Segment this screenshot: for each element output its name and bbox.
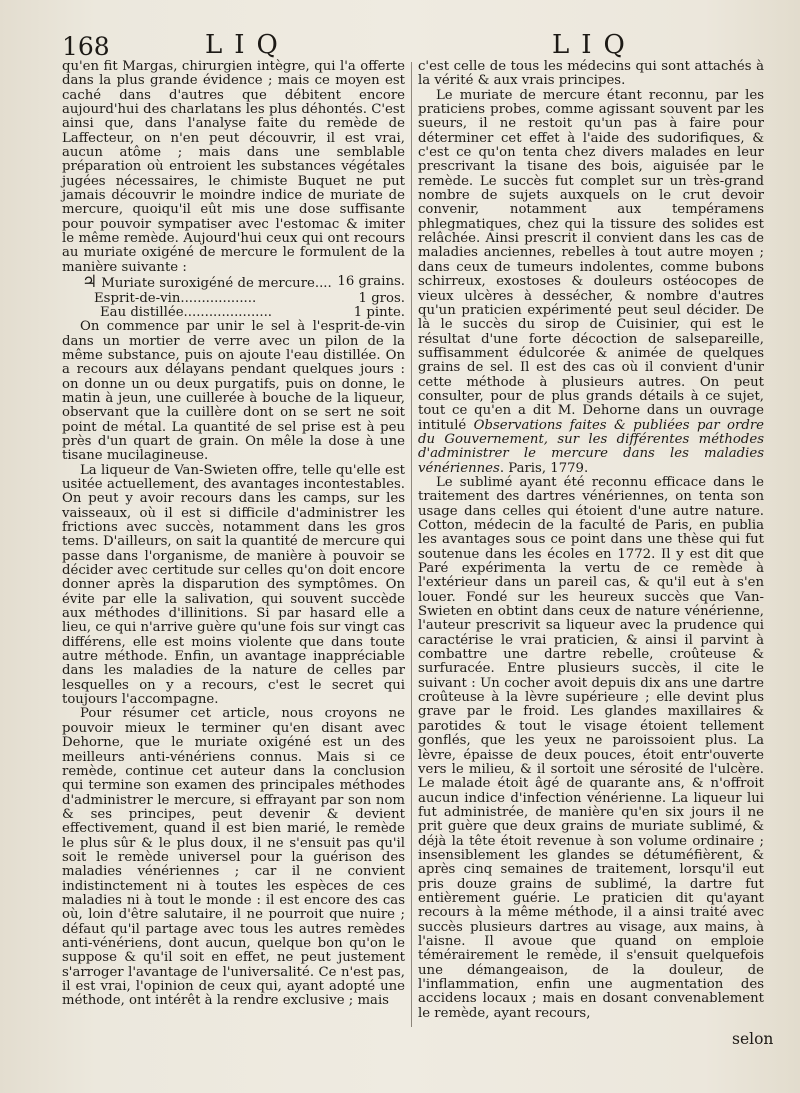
ingredient-quantity: 1 gros. — [358, 290, 405, 306]
prescription-formula — [62, 272, 405, 320]
paragraph: qu'en fit Margas, chirurgien intègre, qui l'a offerte dans la plus grande évidence ; mais ce moyen est caché dans d'autres que débitent encore aujourd'hui des charlatans les plus déhontés. C'est ainsi que, dans l'analyse faite du remède de Laffecteur, on n'en peut découvrir, il est vrai, aucun atôme ; mais dans une semblable préparation où entroient les substances végétales jugées nécessaires, le chimiste Buquet ne put jamais découvrir le moindre indice de muriate de mercure, quoiqu'il eût mis une dose suffisante pour pouvoir sympatiser avec l'estomac & imiter le même remède. Aujourd'hui ceux qui ont recours au muriate oxigéné de mercure le formulent de la manière suivante : — [62, 59, 405, 275]
column-divider — [411, 62, 412, 1027]
paragraph-text: . Paris, 1779. — [499, 460, 589, 476]
running-head-right: LIQ — [552, 30, 637, 60]
paragraph — [418, 89, 764, 476]
paragraph: La liqueur de Van-Swieten offre, telle qu'elle est usitée actuellement, des avantages incontestables. On peut y avoir recours dans les camps, sur les vaisseaux, où il est si difficile d'administrer les frictions avec succès, notamment dans les gros tems. D'ailleurs, on sait la quantité de mercure qui passe dans l'organisme, de manière à pouvoir se décider avec certitude sur celles qu'on doit encore donner après la disparution des symptômes. On évite par elle la salivation, qui souvent succède aux méthodes d'illinitions. Si par hasard elle a lieu, ce qui n'arrive guère qu'une fois sur vingt cas différens, elle est moins violente que dans toute autre méthode. Enfin, un avantage inappréciable dans les maladies de la nature de celles par lesquelles on y a recours, c'est le secret qui toujours l'accompagne. — [62, 462, 405, 708]
formula-row — [82, 292, 405, 306]
paragraph: c'est celle de tous les médecins qui sont attachés à la vérité & aux vrais principes. — [418, 59, 764, 89]
paragraph: Le sublimé ayant été reconnu efficace dans le traitement des dartres vénériennes, on tenta son usage dans celles qui étoient d'une autre nature. Cotton, médecin de la faculté de Paris, en publia les avantages sous ce point dans une thèse qui fut soutenue dans les écoles en 1772. Il y est dit que Paré expérimenta la vertu de ce remède à l'extérieur dans un pareil cas, & qu'il eut à s'en louer. Fondé sur les heureux succès que Van-Swieten en obtint dans ceux de nature vénérienne, l'auteur prescrivit sa liqueur avec la prudence qui caractérise le vrai praticien, & ainsi il parvint à combattre une dartre rebelle, croûteuse & surfuracée. Entre plusieurs succès, il cite le suivant : Un cocher avoit depuis dix ans une dartre croûteuse à la lèvre supérieure ; elle devint plus grave par le froid. Les glandes maxillaires & parotides & tout le visage étoient tellement gonflés, que les yeux ne paroissoient plus. La lèvre, épaisse de deux pouces, étoit entr'ouverte vers le milieu, & il sortoit une sérosité de l'ulcère. Le malade étoit âgé de quarante ans, & n'offroit aucun indice d'infection vénérienne. La liqueur lui fut administrée, de manière qu'en six jours il ne prit guère que deux grains de muriate sublimé, & déjà la tête étoit revenue à son volume ordinaire ; insensiblement les glandes se détuméfièrent, & après cinq semaines de traitement, lorsqu'il eut pris douze grains de sublimé, la dartre fut entièrement guérie. Le praticien dit qu'ayant recours à la même méthode, il a ainsi traité avec succès plusieurs dartres au visage, aux mains, à l'aisne. Il avoue que quand on emploie témérairement le remède, il s'ensuit quelquefois une démangeaison, de la douleur, de l'inflammation, enfin une augmentation des accidens locaux ; mais en dosant convenablement le remède, ayant recours, — [418, 474, 764, 1021]
ingredient-name: Esprit-de-vin.................. — [94, 290, 257, 306]
ingredient-quantity: 1 pinte. — [353, 304, 405, 320]
running-head-left: LIQ — [205, 30, 290, 60]
formula-row — [82, 272, 405, 293]
jupiter-recipe-symbol-icon: ♃ — [82, 272, 98, 293]
catchword: selon — [732, 1030, 774, 1048]
left-column — [62, 60, 405, 1009]
right-column — [418, 60, 764, 1021]
paragraph: Pour résumer cet article, nous croyons ne pouvoir mieux le terminer qu'en disant avec Dehorne, que le muriate oxigéné est un des meilleurs anti-vénériens connus. Mais si ce remède, continue cet auteur dans la conclusion qui termine son examen des principales méthodes d'administrer le mercure, si effrayant par son nom & ses principes, peut devenir & devient effectivement, quand il est bien marié, le remède le plus sûr & le plus doux, il ne s'ensuit pas qu'il soit le remède universel pour la guérison des maladies vénériennes ; car il ne convient indistinctement ni à toutes les espèces de ces maladies ni à tout le monde : il est encore des cas où, loin d'être salutaire, il ne pourroit que nuire ; défaut qu'il partage avec tous les autres remèdes anti-vénériens, dont aucun, quelque bon qu'on le suppose & qu'il soit en effet, ne peut justement s'arroger l'avantage de l'universalité. Ce n'est pas, il est vrai, l'opinion de ceux qui, ayant adopté une méthode, ont intérêt à la rendre exclusive ; mais — [62, 706, 405, 1009]
ingredient-name: Muriate suroxigéné de mercure.... — [101, 276, 332, 292]
formula-row — [82, 306, 405, 320]
paragraph: On commence par unir le sel à l'esprit-de-vin dans un mortier de verre avec un pilon de la même substance, puis on ajoute l'eau distillée. On a recours aux délayans pendant quelques jours : on donne un ou deux purgatifs, puis on donne, le matin à jeun, une cuillerée à bouche de la liqueur, observant que la cuillère dont on se sert ne soit point de métal. La quantité de sel prise est à peu près d'un quart de grain. On mêle la dose à une tisane mucilagineuse. — [62, 319, 405, 464]
cited-work-title: Observations faites & publiées par ordre du Gouvernement, sur les différentes méthodes d'administrer le mercure dans les maladies vénériennes — [418, 417, 764, 476]
page-number: 168 — [62, 32, 110, 61]
paragraph-text: Le muriate de mercure étant reconnu, par les praticiens probes, comme agissant souvent par les sueurs, il ne restoit qu'un pas à faire pour déterminer cet effet à l'aide des sudorifiques, & c'est ce qu'on tenta chez divers malades en leur prescrivant la tisane des bois, aiguisée par le remède. Le succès fut complet sur un très-grand nombre de sujets auxquels on le crut devoir convenir, notamment aux tempéramens phlegmatiques, chez qui la tissure des solides est relâchée. Ainsi prescrit il convient dans les cas de maladies anciennes, rebelles à tout autre moyen ; dans ceux de tumeurs indolentes, comme bubons schirreux, exostoses & douleurs ostéocopes de vieux ulcères à dessécher, & nombre d'autres qu'un praticien expérimenté peut seul décider. De là le succès du sirop de Cuisinier, qui est le résultat d'une forte décoction de salsepareille, suffisamment édulcorée & animée de quelques grains de sel. Il est des cas où il convient d'unir cette méthode à plusieurs autres. On peut consulter, pour de plus grands détails à ce sujet, tout ce qu'en a dit M. Dehorne dans un ouvrage intitulé — [418, 87, 764, 433]
ingredient-quantity: 16 grains. — [337, 274, 405, 290]
ingredient-name: Eau distillée..................... — [100, 304, 273, 320]
